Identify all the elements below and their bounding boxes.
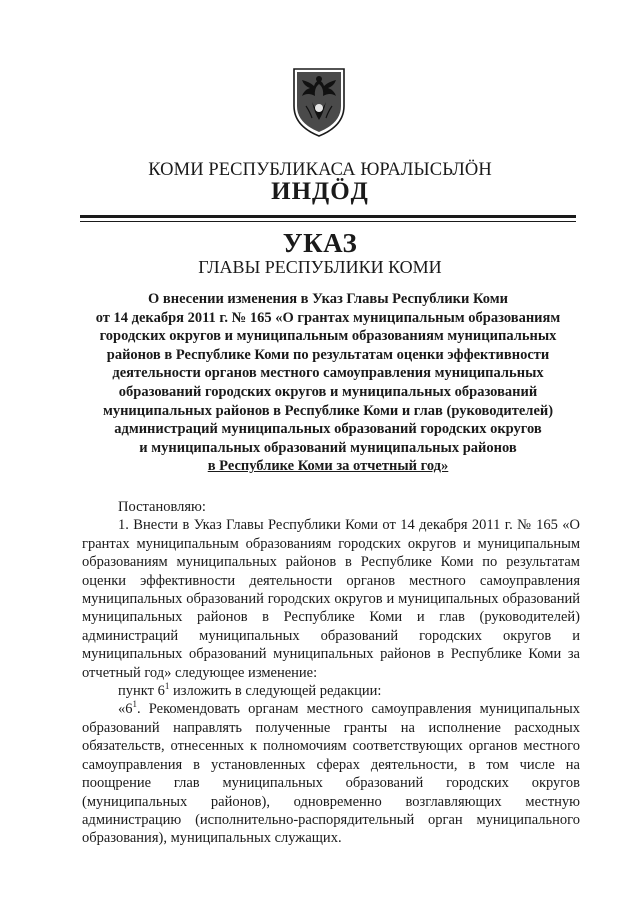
decree-title: УКАЗ	[282, 228, 358, 258]
subject-line: образований городских округов и муниципальных образований	[118, 383, 538, 400]
punkt-suffix: изложить в следующей редакции:	[169, 683, 382, 700]
decree-title-komi: ИНДӦД	[271, 178, 369, 205]
punkt-paragraph	[82, 682, 580, 700]
subject-line: муниципальных районов в Республике Коми и глав (руководителей)	[102, 402, 554, 419]
quote-prefix: «6	[118, 701, 133, 718]
subject-line: деятельности органов местного самоуправления муниципальных	[112, 365, 544, 382]
subject-line: и муниципальных образований муниципальных районов	[139, 439, 517, 456]
document-body	[82, 498, 580, 848]
subject-line: городских округов и муниципальным образованиям муниципальных	[99, 328, 557, 345]
punkt-prefix: пункт 6	[118, 683, 165, 700]
punkt-superscript: 1	[164, 681, 170, 692]
coat-of-arms-icon	[290, 66, 348, 138]
subject-line	[70, 457, 586, 476]
item-1-paragraph: 1. Внести в Указ Главы Республики Коми от 14 декабря 2011 г. № 165 «О грантах муниципальным образованиям городских округов и муниципальным образованиям муниципальных районов в Республике Коми по результатам оценки эффективности деятельности органов местного самоуправления муниципальных образований городских округов и муниципальных образований муниципальных районов в Республике Коми и глав (руководителей) администраций муниципальных образований городских округов и муниципальных образований муниципальных районов в Республике Коми за отчетный год» следующее изменение:	[82, 517, 580, 681]
subject-line: районов в Республике Коми по результатам оценки эффективности	[106, 346, 550, 363]
document-subject	[70, 290, 586, 476]
quote-superscript: 1	[132, 699, 137, 710]
subject-line: О внесении изменения в Указ Главы Республики Коми	[147, 291, 509, 307]
subject-line: администраций муниципальных образований городских округов	[114, 421, 542, 438]
header-divider-thick	[80, 215, 576, 218]
subject-last-line: в Республике Коми за отчетный год»	[207, 458, 449, 475]
postanovlyayu-paragraph: Постановляю:	[118, 499, 206, 515]
header-divider-thin	[80, 221, 576, 222]
issuer-line: ГЛАВЫ РЕСПУБЛИКИ КОМИ	[198, 257, 442, 277]
subject-line: от 14 декабря 2011 г. № 165 «О грантах муниципальным образованиям	[95, 309, 561, 326]
republic-name-komi: КОМИ РЕСПУБЛИКАСА ЮРАЛЫСЬЛӦН	[148, 160, 492, 180]
quote-text: . Рекомендовать органам местного самоуправления муниципальных образований направлять полученные гранты на исполнение расходных обязательств, отнесенных к полномочиям соответствующих органов местного самоуправления в установленных сферах деятельности, в том числе на поощрение глав муниципальных образований городских округов (муниципальных районов), одновременно возглавляющих местную администрацию (исполнительно-распорядительный орган муниципального образования), муниципальных служащих.	[82, 701, 580, 847]
quote-paragraph	[82, 700, 580, 847]
